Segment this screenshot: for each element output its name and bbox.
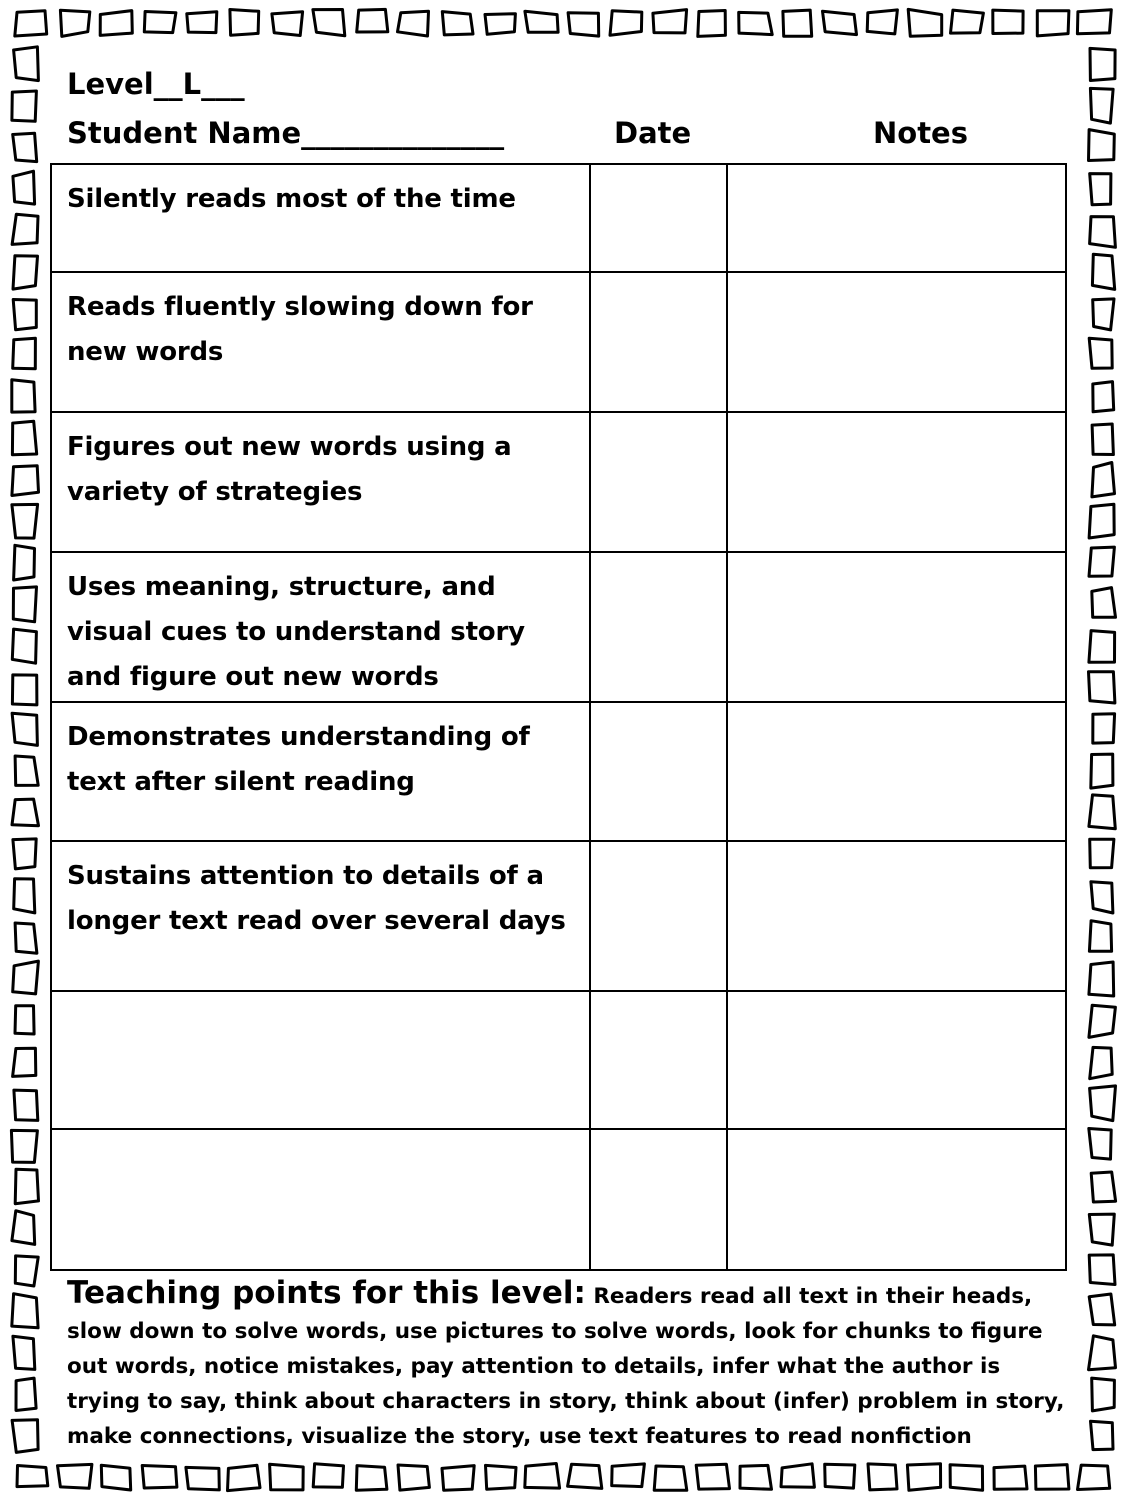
border-square — [1089, 1214, 1114, 1245]
border-square — [1077, 10, 1111, 34]
border-square — [783, 10, 812, 36]
border-square — [1089, 1005, 1116, 1037]
checklist-row — [51, 1129, 1066, 1270]
border-square — [1090, 1047, 1113, 1078]
border-square — [1092, 424, 1113, 455]
border-square — [13, 587, 36, 622]
border-square — [12, 713, 37, 745]
notes-cell[interactable] — [727, 552, 1066, 702]
checklist-row — [51, 991, 1066, 1129]
border-square — [1093, 382, 1114, 412]
border-square — [1092, 1378, 1115, 1411]
teaching-points-body: Readers read all text in their heads, slow down to solve words, use pictures to solve words, look for chunks to figure out words, notice mistakes, pay attention to details, infer what the author is trying to say, think about characters in story, think about (infer) problem in story, make connections, visualize the story, use text features to read nonfiction — [67, 1284, 1065, 1449]
border-square — [60, 10, 89, 36]
date-cell[interactable] — [590, 991, 727, 1129]
notes-cell[interactable] — [727, 841, 1066, 991]
border-square — [15, 923, 37, 953]
border-square — [740, 1465, 772, 1489]
border-square — [1090, 88, 1113, 123]
border-square — [270, 1464, 304, 1490]
border-square — [12, 1420, 38, 1453]
border-square — [1090, 217, 1116, 248]
border-square — [1089, 504, 1114, 538]
border-square — [610, 11, 642, 36]
border-square — [1089, 338, 1112, 368]
border-square — [17, 1466, 48, 1487]
border-square — [13, 1048, 36, 1076]
border-square — [100, 11, 132, 36]
border-square — [142, 1466, 177, 1489]
border-square — [12, 1211, 35, 1245]
border-square — [12, 504, 38, 538]
border-square — [1091, 1172, 1115, 1202]
border-square — [13, 1336, 35, 1369]
border-square — [1089, 547, 1114, 576]
border-square — [1092, 463, 1115, 497]
border-square — [398, 11, 429, 36]
notes-cell[interactable] — [727, 702, 1066, 841]
criterion-cell: Demonstrates understanding of text after silent reading — [51, 702, 590, 841]
border-square — [58, 1464, 92, 1488]
checklist-row — [51, 552, 1066, 702]
checklist-row — [51, 272, 1066, 412]
border-square — [951, 10, 984, 33]
date-cell[interactable] — [590, 164, 727, 272]
date-cell[interactable] — [590, 412, 727, 552]
border-square — [1093, 299, 1114, 330]
checklist-row — [51, 412, 1066, 552]
border-square — [1092, 254, 1114, 289]
border-square — [356, 1466, 387, 1491]
criterion-cell: Uses meaning, structure, and visual cues to understand story and figure out new words — [51, 552, 590, 702]
border-square — [15, 1256, 38, 1286]
border-square — [16, 1378, 36, 1410]
border-square — [1037, 11, 1069, 36]
border-square — [186, 1467, 219, 1490]
border-square — [13, 300, 36, 330]
border-square — [12, 214, 38, 244]
level-field: Level__L___ — [67, 67, 245, 101]
border-square — [13, 338, 36, 369]
border-square — [568, 13, 599, 36]
date-column-heading: Date — [614, 116, 692, 150]
border-square — [12, 1294, 38, 1328]
border-square — [13, 256, 38, 289]
criterion-cell[interactable] — [51, 1129, 590, 1270]
criterion-cell: Silently reads most of the time — [51, 164, 590, 272]
border-square — [15, 1169, 38, 1204]
criterion-cell: Figures out new words using a variety of strategies — [51, 412, 590, 552]
border-square — [1090, 48, 1115, 80]
notes-cell[interactable] — [727, 412, 1066, 552]
border-square — [612, 1464, 645, 1487]
border-square — [485, 14, 515, 35]
border-square — [12, 380, 35, 412]
checklist-row — [51, 841, 1066, 991]
border-square — [1090, 1086, 1116, 1121]
border-square — [13, 839, 36, 869]
border-square — [14, 1090, 38, 1120]
border-square — [187, 12, 217, 33]
border-square — [867, 10, 897, 34]
border-square — [1089, 1336, 1116, 1370]
criterion-cell: Reads fluently slowing down for new words — [51, 272, 590, 412]
border-square — [1089, 1294, 1115, 1325]
border-square — [994, 1466, 1027, 1489]
border-square — [442, 1466, 474, 1491]
border-square — [781, 1464, 814, 1487]
teaching-points-title: Teaching points for this level: — [67, 1275, 586, 1311]
border-square — [1089, 795, 1115, 829]
border-square — [14, 47, 39, 81]
teaching-points — [67, 1276, 1077, 1454]
date-cell[interactable] — [590, 1129, 727, 1270]
notes-column-heading: Notes — [873, 116, 968, 150]
border-square — [12, 675, 37, 705]
reading-behaviors-checklist — [50, 163, 1067, 1271]
border-square — [568, 1464, 602, 1488]
border-square — [12, 466, 39, 496]
border-square — [698, 11, 726, 37]
border-square — [739, 12, 773, 34]
border-square — [442, 12, 473, 35]
border-square — [1092, 588, 1116, 618]
notes-cell[interactable] — [727, 272, 1066, 412]
notes-cell[interactable] — [727, 991, 1066, 1129]
border-square — [313, 10, 345, 36]
date-cell[interactable] — [590, 702, 727, 841]
date-cell[interactable] — [590, 552, 727, 702]
border-square — [525, 1464, 560, 1489]
border-square — [993, 10, 1023, 33]
notes-cell[interactable] — [727, 164, 1066, 272]
border-square — [1089, 1129, 1111, 1160]
border-square — [357, 9, 388, 32]
border-square — [1091, 754, 1113, 788]
border-square — [12, 91, 37, 121]
border-square — [272, 12, 303, 36]
border-square — [823, 11, 857, 34]
border-square — [825, 1464, 855, 1488]
border-square — [525, 11, 558, 32]
border-square — [15, 756, 38, 785]
border-square — [398, 1465, 429, 1490]
student-name-field: Student Name______________ — [67, 116, 505, 150]
border-square — [101, 1465, 130, 1490]
border-square — [13, 133, 37, 161]
border-square — [12, 799, 39, 826]
border-square — [313, 1464, 343, 1488]
border-square — [908, 9, 942, 36]
border-square — [12, 421, 36, 455]
border-square — [1091, 1421, 1114, 1449]
border-square — [14, 545, 35, 580]
border-square — [1089, 962, 1114, 996]
border-square — [11, 1130, 37, 1162]
border-square — [1089, 1255, 1115, 1285]
border-square — [1089, 631, 1115, 663]
border-square — [868, 1464, 897, 1490]
border-square — [486, 1465, 517, 1489]
border-square — [1091, 882, 1113, 913]
border-square — [144, 12, 176, 33]
border-square — [1090, 839, 1114, 868]
border-square — [13, 961, 39, 994]
checklist-row — [51, 164, 1066, 272]
border-square — [1035, 1465, 1069, 1490]
border-square — [1089, 130, 1115, 161]
border-square — [230, 10, 259, 36]
border-square — [1089, 921, 1111, 952]
border-square — [13, 171, 35, 204]
border-square — [654, 1466, 687, 1490]
date-cell[interactable] — [590, 841, 727, 991]
checklist-row — [51, 702, 1066, 841]
date-cell[interactable] — [590, 272, 727, 412]
border-square — [12, 629, 36, 663]
border-square — [907, 1464, 940, 1491]
border-square — [1090, 174, 1111, 205]
border-square — [14, 879, 35, 913]
border-square — [228, 1465, 261, 1490]
criterion-cell[interactable] — [51, 991, 590, 1129]
border-square — [1078, 1465, 1110, 1489]
border-square — [1093, 714, 1115, 743]
border-square — [653, 10, 687, 33]
border-square — [1089, 672, 1115, 703]
border-square — [950, 1465, 983, 1491]
notes-cell[interactable] — [727, 1129, 1066, 1270]
border-square — [15, 1006, 34, 1034]
criterion-cell: Sustains attention to details of a longer text read over several days — [51, 841, 590, 991]
border-square — [15, 11, 47, 36]
border-square — [696, 1464, 729, 1489]
